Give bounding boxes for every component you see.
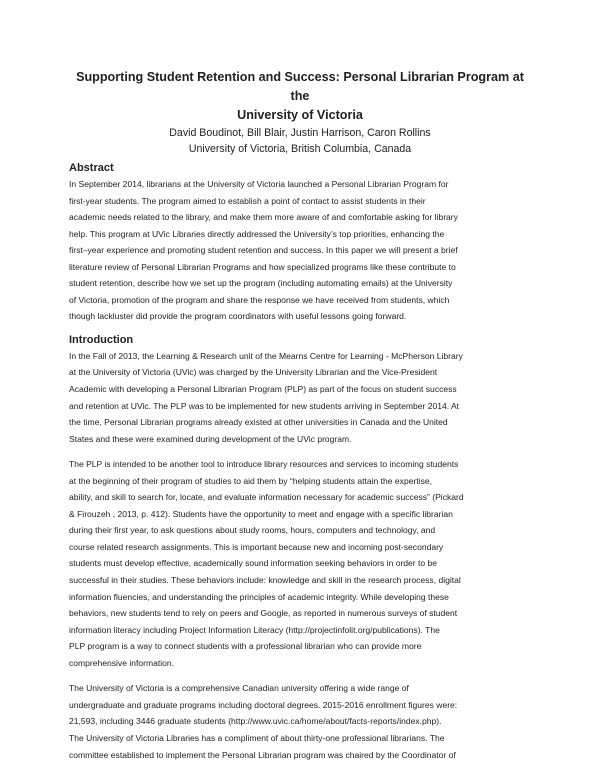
intro-paragraph-1 xyxy=(69,348,531,447)
text-line: literature review of Personal Librarian Programs and how specialized programs like these contribute to xyxy=(69,261,456,272)
text-line: at the University of Victoria (UVic) was charged by the University Librarian and the Vice-President xyxy=(69,367,438,378)
paper-title xyxy=(69,68,531,125)
text-line: The University of Victoria Libraries has a compliment of about thirty-one professional librarians. The xyxy=(69,732,445,743)
text-line: of Victoria, promotion of the program and share the response we have received from students, which xyxy=(69,294,450,305)
text-line: course related research assignments. This is important because new and incoming post-secondary xyxy=(69,541,444,552)
affiliation: University of Victoria, British Columbia, Canada xyxy=(188,143,412,155)
text-line: comprehensive information. xyxy=(69,657,174,668)
text-line: In the Fall of 2013, the Learning & Research unit of the Mearns Centre for Learning - McPherson Library xyxy=(69,350,463,361)
text-line: 21,593, including 3446 graduate students (http://www.uvic.ca/home/about/facts-reports/index.php). xyxy=(69,716,442,727)
intro-paragraph-2 xyxy=(69,456,531,671)
title-line: University of Victoria xyxy=(237,108,363,122)
abstract-heading: Abstract xyxy=(69,162,114,174)
text-line: and retention at UVic. The PLP was to be implemented for new students arriving in September 2014. At xyxy=(69,400,460,411)
text-line: undergraduate and graduate programs including doctoral degrees. 2015-2016 enrollment figures were: xyxy=(69,699,458,710)
text-line: The PLP is intended to be another tool to introduce library resources and services to incoming students xyxy=(69,459,459,470)
text-line: student retention, describe how we set up the program (including automating emails) at the University xyxy=(69,278,453,289)
abstract-paragraph xyxy=(69,176,531,325)
author-list: David Boudinot, Bill Blair, Justin Harrison, Caron Rollins xyxy=(169,127,431,139)
text-line: committee established to implement the Personal Librarian program was chaired by the Coordinator of xyxy=(69,749,456,760)
text-line: PLP program is a way to connect students with a professional librarian who can provide more xyxy=(69,641,422,652)
text-line: the time, Personal Librarian programs already existed at other universities in Canada and the United xyxy=(69,417,448,428)
text-line: though lackluster did provide the program coordinators with useful lessons going forward. xyxy=(69,311,407,322)
text-line: information fluencies, and understanding the principles of academic integrity. While developing these xyxy=(69,591,449,602)
text-line: information literacy including Project Information Literacy (http://projectinfolit.org/publications). The xyxy=(69,624,440,635)
text-line: Academic with developing a Personal Librarian Program (PLP) as part of the focus on student success xyxy=(69,384,457,395)
page-content xyxy=(69,68,531,763)
introduction-heading: Introduction xyxy=(69,333,134,346)
text-line: help. This program at UVic Libraries directly addressed the University’s top priorities, enhancing the xyxy=(69,228,445,239)
text-line: during their first year, to ask questions about study rooms, hours, computers and technology, and xyxy=(69,525,436,536)
text-line: ability, and skill to search for, locate, and evaluate information necessary for academic success” (Pickard xyxy=(69,492,464,503)
text-line: academic needs related to the library, and make them more aware of and comfortable asking for library xyxy=(69,212,458,223)
text-line: first-year students. The program aimed to establish a point of contact to assist students in their xyxy=(69,195,426,206)
text-line: at the beginning of their program of studies to aid them by “helping students attain the expertise, xyxy=(69,475,432,486)
title-line: Supporting Student Retention and Success: Personal Librarian Program at the xyxy=(76,70,524,103)
text-line: behaviors, new students tend to rely on peers and Google, as reported in numerous surveys of student xyxy=(69,608,458,619)
text-line: The University of Victoria is a comprehensive Canadian university offering a wide range of xyxy=(69,683,409,694)
intro-paragraph-3 xyxy=(69,680,531,763)
text-line: & Firouzeh , 2013, p. 412). Students have the opportunity to meet and engage with a specific librarian xyxy=(69,508,453,519)
text-line: successful in their studies. These behaviors include: knowledge and skill in the research process, digital xyxy=(69,575,461,586)
text-line: In September 2014, librarians at the University of Victoria launched a Personal Librarian Program for xyxy=(69,179,449,189)
text-line: first–year experience and promoting student retention and success. In this paper we will present a brief xyxy=(69,245,458,256)
text-line: students must develop effective, academically sound information seeking behaviors in order to be xyxy=(69,558,438,569)
text-line: States and these were examined during development of the UVic program. xyxy=(69,433,352,444)
